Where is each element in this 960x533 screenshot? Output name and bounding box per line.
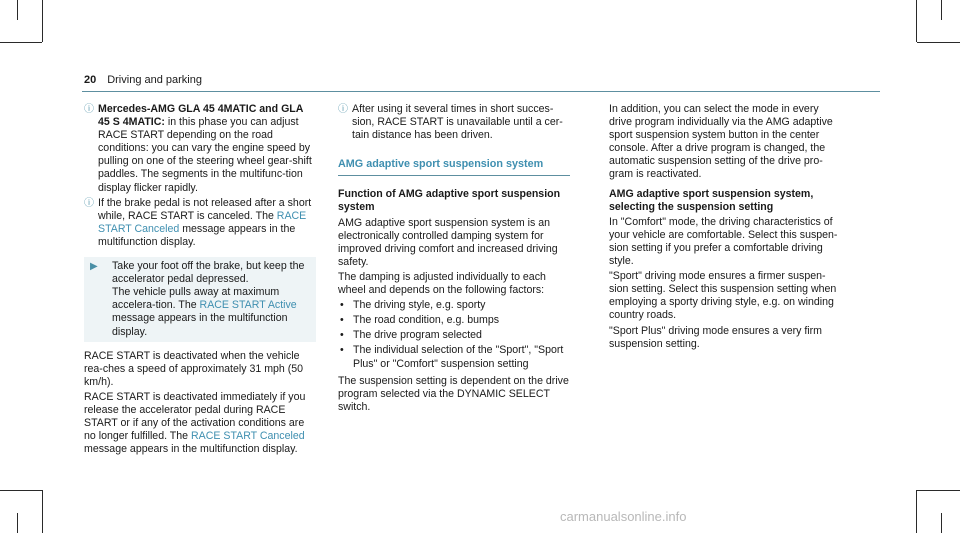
paragraph: "Sport" driving mode ensures a firmer suspen-sion setting. Select this suspension setting when employing a sporty driving style, e.g. on winding country roads. <box>609 270 837 322</box>
page-header <box>84 74 880 87</box>
crop-mark <box>17 513 18 533</box>
paragraph <box>84 391 316 456</box>
note-text: in this phase you can adjust RACE START depending on the road conditions: you can vary the engine speed by pulling on one of the steering wheel gear-shift paddles. The segments in the multifunc-tion display flicker rapidly. <box>98 116 312 194</box>
note-text: After using it several times in short succes-sion, RACE START is unavailable until a cer-tain distance has been driven. <box>352 103 563 142</box>
sub-heading-text: Function of AMG adaptive sport suspension system <box>338 188 561 214</box>
watermark: carmanualsonline.info <box>560 509 687 524</box>
note-block <box>84 103 316 195</box>
paragraph: "Sport Plus" driving mode ensures a very firm suspension setting. <box>609 324 823 350</box>
column-2 <box>338 103 570 416</box>
crop-mark <box>17 0 18 20</box>
bullet-dot: • <box>340 299 344 312</box>
display-message: RACE START Active <box>199 299 297 312</box>
step-result: message appears in the multifunction display. <box>112 312 288 338</box>
note-text: message appears in the multifunction display. <box>98 222 296 248</box>
list-item-text: The road condition, e.g. bumps <box>353 314 500 327</box>
column-1 <box>84 103 316 458</box>
list-item-text: The individual selection of the "Sport", "Sport Plus" or "Comfort" suspension setting <box>353 344 564 370</box>
info-icon: ⓘ <box>338 104 348 115</box>
list-item <box>338 299 570 312</box>
paragraph: In addition, you can select the mode in every drive program individually via the AMG adaptive sport suspension system button in the center console. After a drive program is changed, the automatic suspension setting of the drive pro-gram is reactivated. <box>609 103 833 181</box>
sub-heading <box>609 188 841 214</box>
paragraph: In "Comfort" mode, the driving characteristics of your vehicle are comfortable. Select this suspen-sion setting if you prefer a comfortable driving style. <box>609 215 838 268</box>
note-block <box>84 197 316 249</box>
crop-mark <box>917 42 960 43</box>
list-item <box>338 329 570 342</box>
list-item-text: The drive program selected <box>353 329 482 342</box>
crop-mark <box>0 42 42 43</box>
paragraph: RACE START is deactivated when the vehicle rea-ches a speed of approximately 31 mph (50 km/h). <box>84 349 304 388</box>
paragraph-text: RACE START is deactivated immediately if you release the accelerator pedal during RACE START or if any of the activation conditions are no longer fulfilled. The <box>84 390 306 443</box>
info-icon: ⓘ <box>84 197 94 209</box>
bullet-dot: • <box>340 329 344 342</box>
section-title: Driving and parking <box>107 74 202 86</box>
list-item <box>338 344 570 370</box>
sub-heading-text: AMG adaptive sport suspension system, selecting the suspension setting <box>609 187 814 213</box>
crop-mark <box>917 490 960 491</box>
paragraph-text: message appears in the multifunction display. <box>84 443 298 456</box>
paragraph: AMG adaptive sport suspension system is an electronically controlled damping system for improved driving comfort and increased driving safety. <box>338 216 558 268</box>
info-icon: ⓘ <box>84 104 94 115</box>
paragraph: The damping is adjusted individually to each wheel and depends on the following factors: <box>338 270 546 297</box>
crop-mark <box>916 490 917 533</box>
step-result: The vehicle pulls away at maximum accelera-tion. The <box>112 286 280 312</box>
display-message: RACE START Canceled <box>98 209 307 235</box>
note-bold: Mercedes-AMG GLA 45 4MATIC and GLA 45 S 4MATIC: <box>98 103 304 129</box>
action-arrow-icon: ▶ <box>90 261 98 273</box>
crop-mark <box>916 0 917 42</box>
note-block <box>338 103 570 142</box>
bullet-dot: • <box>340 344 344 357</box>
action-step <box>84 257 316 342</box>
paragraph: The suspension setting is dependent on the drive program selected via the DYNAMIC SELECT switch. <box>338 374 569 413</box>
column-3 <box>609 103 841 353</box>
step-instruction: Take your foot off the brake, but keep the accelerator pedal depressed. <box>112 260 305 286</box>
list-item <box>338 314 570 327</box>
bullet-dot: • <box>340 314 344 327</box>
display-message: RACE START Canceled <box>191 430 305 443</box>
section-heading: AMG adaptive sport suspension system <box>338 158 570 176</box>
crop-mark <box>0 490 42 491</box>
page-number: 20 <box>84 74 97 86</box>
list-item-text: The driving style, e.g. sporty <box>353 299 486 312</box>
note-text: If the brake pedal is not released after a short while, RACE START is canceled. The <box>98 196 312 222</box>
crop-mark <box>42 490 43 533</box>
crop-mark <box>42 0 43 42</box>
sub-heading <box>338 188 570 214</box>
header-rule <box>82 91 880 92</box>
crop-mark <box>941 513 942 533</box>
crop-mark <box>941 0 942 20</box>
